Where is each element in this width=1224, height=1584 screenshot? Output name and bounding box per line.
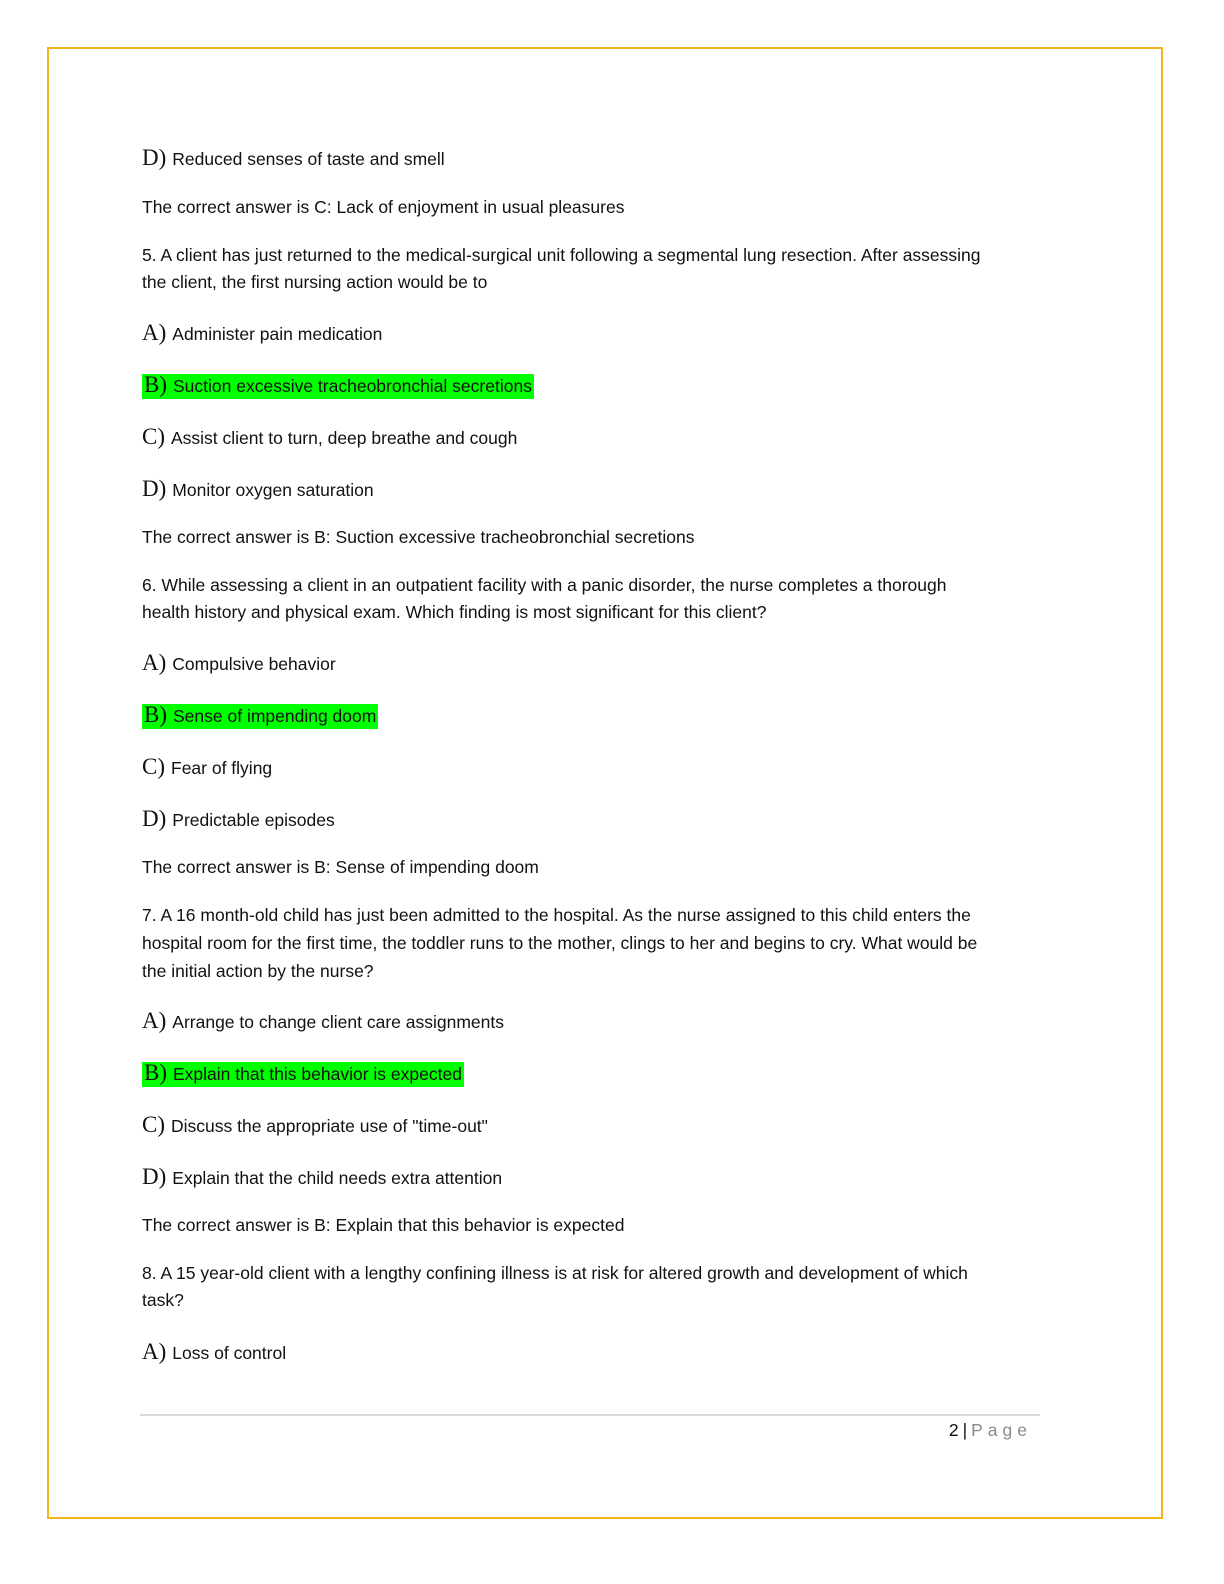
q5-option-a xyxy=(142,319,382,348)
q5-stem-line-1: 5. A client has just returned to the medical-surgical unit following a segmental lung resection. After assessing xyxy=(142,245,981,265)
option-text: Fear of flying xyxy=(171,758,273,778)
option-text: Administer pain medication xyxy=(172,324,383,344)
option-text: Discuss the appropriate use of "time-out" xyxy=(171,1116,488,1136)
q7-option-d xyxy=(142,1163,502,1192)
option-letter: C) xyxy=(142,424,165,449)
option-letter: C) xyxy=(142,754,165,779)
option-text: Monitor oxygen saturation xyxy=(172,480,374,500)
option-text: Arrange to change client care assignments xyxy=(172,1012,504,1032)
q5-answer: The correct answer is B: Suction excessive tracheobronchial secretions xyxy=(142,527,695,547)
page-label: Page xyxy=(971,1420,1032,1440)
q8-option-a xyxy=(142,1338,286,1367)
q8-stem-line-2: task? xyxy=(142,1290,184,1310)
option-text: Sense of impending doom xyxy=(173,706,377,726)
q5-option-b xyxy=(142,371,534,400)
option-text: Loss of control xyxy=(172,1343,287,1363)
q7-option-b xyxy=(142,1059,464,1088)
option-text: Explain that the child needs extra attention xyxy=(172,1168,503,1188)
q7-option-a xyxy=(142,1007,504,1036)
q5-stem-line-2: the client, the first nursing action would be to xyxy=(142,272,488,292)
option-text: Compulsive behavior xyxy=(172,654,336,674)
option-letter: A) xyxy=(142,650,167,675)
highlighted-answer xyxy=(142,704,378,729)
q4-option-d xyxy=(142,144,445,173)
highlighted-answer xyxy=(142,374,534,399)
q5-option-d xyxy=(142,475,374,504)
q6-answer: The correct answer is B: Sense of impending doom xyxy=(142,857,539,877)
option-letter: A) xyxy=(142,1339,167,1364)
option-letter: D) xyxy=(142,806,167,831)
option-text: Assist client to turn, deep breathe and cough xyxy=(171,428,518,448)
q7-answer: The correct answer is B: Explain that this behavior is expected xyxy=(142,1215,625,1235)
option-letter: D) xyxy=(142,1164,167,1189)
q7-stem-line-1: 7. A 16 month-old child has just been admitted to the hospital. As the nurse assigned to this child enters the xyxy=(142,905,971,925)
page-footer xyxy=(949,1418,1032,1442)
q6-option-c xyxy=(142,753,272,782)
q4-answer: The correct answer is C: Lack of enjoyment in usual pleasures xyxy=(142,197,625,217)
page-number: 2 xyxy=(948,1420,959,1440)
highlighted-answer xyxy=(142,1062,464,1087)
q6-option-b xyxy=(142,701,378,730)
option-text: Reduced senses of taste and smell xyxy=(172,149,445,169)
option-letter: B) xyxy=(144,1060,167,1085)
option-letter: B) xyxy=(144,702,167,727)
option-letter: A) xyxy=(142,320,167,345)
q7-option-c xyxy=(142,1111,488,1140)
option-text: Predictable episodes xyxy=(172,810,335,830)
option-letter: B) xyxy=(144,372,167,397)
q6-stem-line-2: health history and physical exam. Which finding is most significant for this client? xyxy=(142,602,767,622)
q7-stem-line-2: hospital room for the first time, the toddler runs to the mother, clings to her and begins to cry. What would be xyxy=(142,933,978,953)
q7-stem-line-3: the initial action by the nurse? xyxy=(142,961,374,981)
option-text: Explain that this behavior is expected xyxy=(173,1064,462,1084)
q5-option-c xyxy=(142,423,517,452)
footer-divider xyxy=(140,1414,1040,1416)
option-letter: D) xyxy=(142,476,167,501)
q8-stem-line-1: 8. A 15 year-old client with a lengthy confining illness is at risk for altered growth and development of which xyxy=(142,1263,968,1283)
option-letter: D) xyxy=(142,145,167,170)
option-text: Suction excessive tracheobronchial secretions xyxy=(173,376,532,396)
option-letter: C) xyxy=(142,1112,165,1137)
option-letter: A) xyxy=(142,1008,167,1033)
q6-stem-line-1: 6. While assessing a client in an outpatient facility with a panic disorder, the nurse completes a thorough xyxy=(142,575,947,595)
footer-separator: | xyxy=(962,1420,968,1440)
q6-option-d xyxy=(142,805,335,834)
q6-option-a xyxy=(142,649,336,678)
